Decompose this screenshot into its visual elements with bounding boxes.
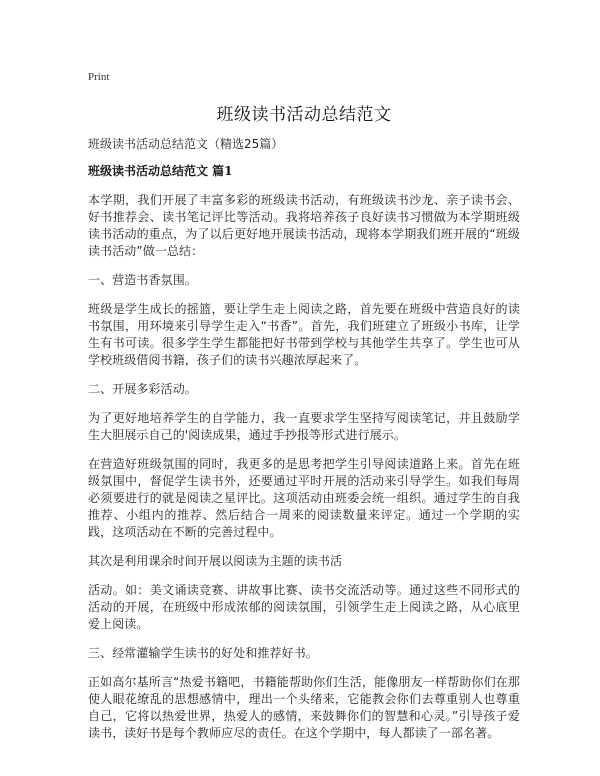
heading-3: 三、经常灌输学生读书的好处和推荐好书。 [88,646,318,660]
paragraph: 在营造好班级氛围的同时，我更多的是思考把学生引导阅读道路上来。首先在班级氛围中，督促学生读书外，还要通过平时开展的活动来引导学生。如我们每周必须要进行的就是阅读之星评比。这项活动由班委会统一组织。通过学生的自我推荐、小组内的推荐、然后结合一周来的阅读数量来评定。通过一个学期的实践，这项活动在不断的完善过程中。 [88,457,520,539]
print-label: Print [88,71,110,83]
paragraph: 班级是学生成长的摇篮，要让学生走上阅读之路，首先要在班级中营造良好的读书氛围，用环境来引导学生走入“书香”。首先，我们班建立了班级小书库，让学生有书可读。很多学生学生都能把好书带到学校与其他学生共享了。学生也可从学校班级借阅书籍，孩子们的读书兴趣浓厚起来了。 [88,302,520,367]
paragraph: 正如高尔基所言“热爱书籍吧，书籍能帮助你们生活，能像朋友一样帮助你们在那使人眼花缭乱的思想感情中，理出一个头绪来，它能教会你们去尊重别人也尊重自己，它将以热爱世界，热爱人的感情，来鼓舞你们的智慧和心灵。”引导孩子爱读书，读好书是每个教师应尽的责任。在这个学期中，每人都读了一部名著。 [88,675,520,740]
document-page [88,70,520,754]
document-subtitle: 班级读书活动总结范文（精选25篇） [88,137,284,151]
heading-2: 二、开展多彩活动。 [88,382,197,396]
document-title: 班级读书活动总结范文 [216,105,392,125]
paragraph: 为了更好地培养学生的自学能力，我一直要求学生坚持写阅读笔记，并且鼓励学生大胆展示自己的'阅读成果，通过手抄报等形式进行展示。 [88,411,520,442]
paragraph: 活动。如：美文诵读竞赛、讲故事比赛、读书交流活动等。通过这些不同形式的活动的开展，在班级中形成浓郁的阅读氛围，引领学生走上阅读之路，从心底里爱上阅读。 [88,583,520,631]
section-title: 班级读书活动总结范文 篇1 [88,164,233,178]
heading-1: 一、营造书香氛围。 [88,273,197,287]
paragraph: 其次是利用课余时间开展以阅读为主题的读书活 [88,554,343,568]
paragraph-intro: 本学期，我们开展了丰富多彩的班级读书活动，有班级读书沙龙、亲子读书会、好书推荐会、读书笔记评比等活动。我将培养孩子良好读书习惯做为本学期班级读书活动的重点，为了以后更好地开展读书活动，现将本学期我们班开展的“班级读书活动”做一总结： [88,193,520,258]
